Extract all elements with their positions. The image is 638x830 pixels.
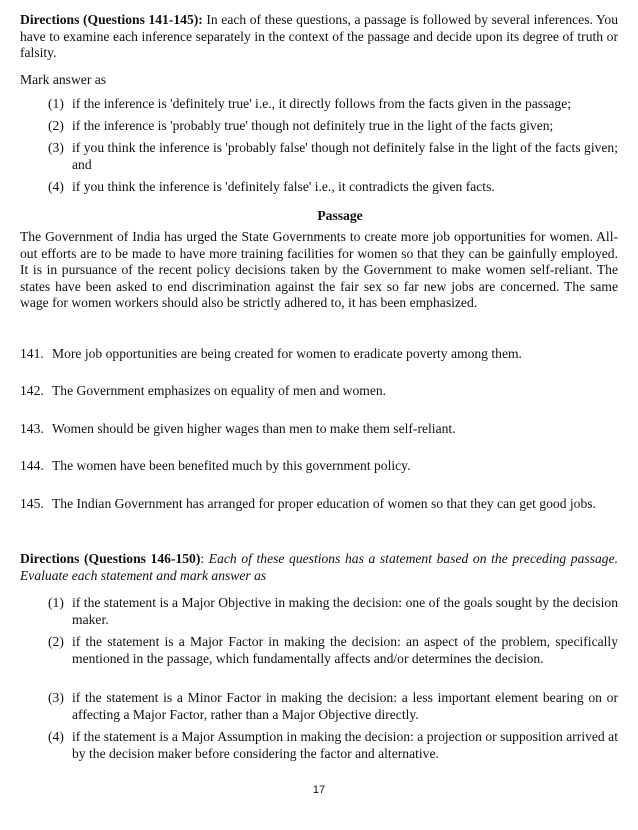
option-1-4 bbox=[48, 179, 618, 196]
option-text: if the inference is 'definitely true' i.e., it directly follows from the facts given in the passage; bbox=[72, 96, 572, 111]
option-text: if you think the inference is 'definitely false' i.e., it contradicts the given facts. bbox=[72, 179, 495, 194]
option-text: if the statement is a Major Factor in making the decision: an aspect of the problem, specifically mentioned in the passage, which fundamentally affects and/or determines the decision. bbox=[72, 634, 618, 666]
question-number: 141. bbox=[20, 346, 44, 361]
question-143 bbox=[20, 421, 618, 438]
option-text: if you think the inference is 'probably false' though not definitely false in the light of the facts given; and bbox=[72, 140, 618, 172]
directions-1-heading: Directions (Questions 141-145): bbox=[20, 12, 203, 27]
option-number: (2) bbox=[48, 118, 64, 133]
page-number: 17 bbox=[312, 784, 326, 796]
option-number: (2) bbox=[48, 634, 64, 649]
option-number: (1) bbox=[48, 96, 64, 111]
option-number: (1) bbox=[48, 595, 64, 610]
question-142 bbox=[20, 383, 618, 400]
option-number: (4) bbox=[48, 729, 64, 744]
question-number: 144. bbox=[20, 458, 44, 473]
mark-answer-label: Mark answer as bbox=[20, 72, 107, 87]
question-text: The women have been benefited much by this government policy. bbox=[52, 458, 411, 473]
question-144 bbox=[20, 458, 618, 475]
option-2-1 bbox=[48, 595, 618, 628]
question-number: 145. bbox=[20, 496, 44, 511]
directions-1 bbox=[20, 12, 618, 62]
directions-2-colon: : bbox=[200, 551, 205, 566]
option-number: (3) bbox=[48, 140, 64, 155]
directions-2-text: Each of these questions has a statement based on the preceding passage. Evaluate each statement and mark answer as bbox=[20, 551, 618, 583]
option-text: if the statement is a Major Objective in making the decision: one of the goals sought by the decision maker. bbox=[72, 595, 618, 627]
option-2-3 bbox=[48, 690, 618, 723]
question-text: More job opportunities are being created for women to eradicate poverty among them. bbox=[52, 346, 522, 361]
question-number: 142. bbox=[20, 383, 44, 398]
question-number: 143. bbox=[20, 421, 44, 436]
question-141 bbox=[20, 346, 618, 363]
question-145 bbox=[20, 496, 618, 513]
option-text: if the inference is 'probably true' though not definitely true in the light of the facts given; bbox=[72, 118, 554, 133]
directions-1-text: In each of these questions, a passage is followed by several inferences. You have to examine each inference separately in the context of the passage and decide upon its degree of truth or falsity. bbox=[20, 12, 618, 60]
directions-2 bbox=[20, 551, 618, 584]
option-1-2 bbox=[48, 118, 618, 135]
option-1-1 bbox=[48, 96, 618, 113]
option-2-2 bbox=[48, 634, 618, 667]
option-1-3 bbox=[48, 140, 618, 173]
option-number: (4) bbox=[48, 179, 64, 194]
directions-2-heading: Directions (Questions 146-150) bbox=[20, 551, 201, 566]
question-text: The Indian Government has arranged for proper education of women so that they can get good jobs. bbox=[52, 496, 596, 511]
option-number: (3) bbox=[48, 690, 64, 705]
question-text: Women should be given higher wages than men to make them self-reliant. bbox=[52, 421, 456, 436]
passage-title: Passage bbox=[317, 208, 363, 223]
option-text: if the statement is a Major Assumption in making the decision: a projection or supposition arrived at by the decision maker before considering the factor and alternative. bbox=[72, 729, 618, 761]
question-text: The Government emphasizes on equality of men and women. bbox=[52, 383, 387, 398]
option-text: if the statement is a Minor Factor in making the decision: a less important element bearing on or affecting a Major Factor, rather than a Major Objective directly. bbox=[72, 690, 618, 722]
option-2-4 bbox=[48, 729, 618, 762]
passage-text: The Government of India has urged the State Governments to create more job opportunities for women. All-out efforts are to be made to have more training facilities for women so that they can be gainfully employed. It is in pursuance of the recent policy decisions taken by the Government to make women self-reliant. The states have been asked to end discrimination against the fair sex so far new jobs are concerned. The same wage for women workers should also be strictly adhered to, it has been emphasized. bbox=[20, 229, 618, 310]
